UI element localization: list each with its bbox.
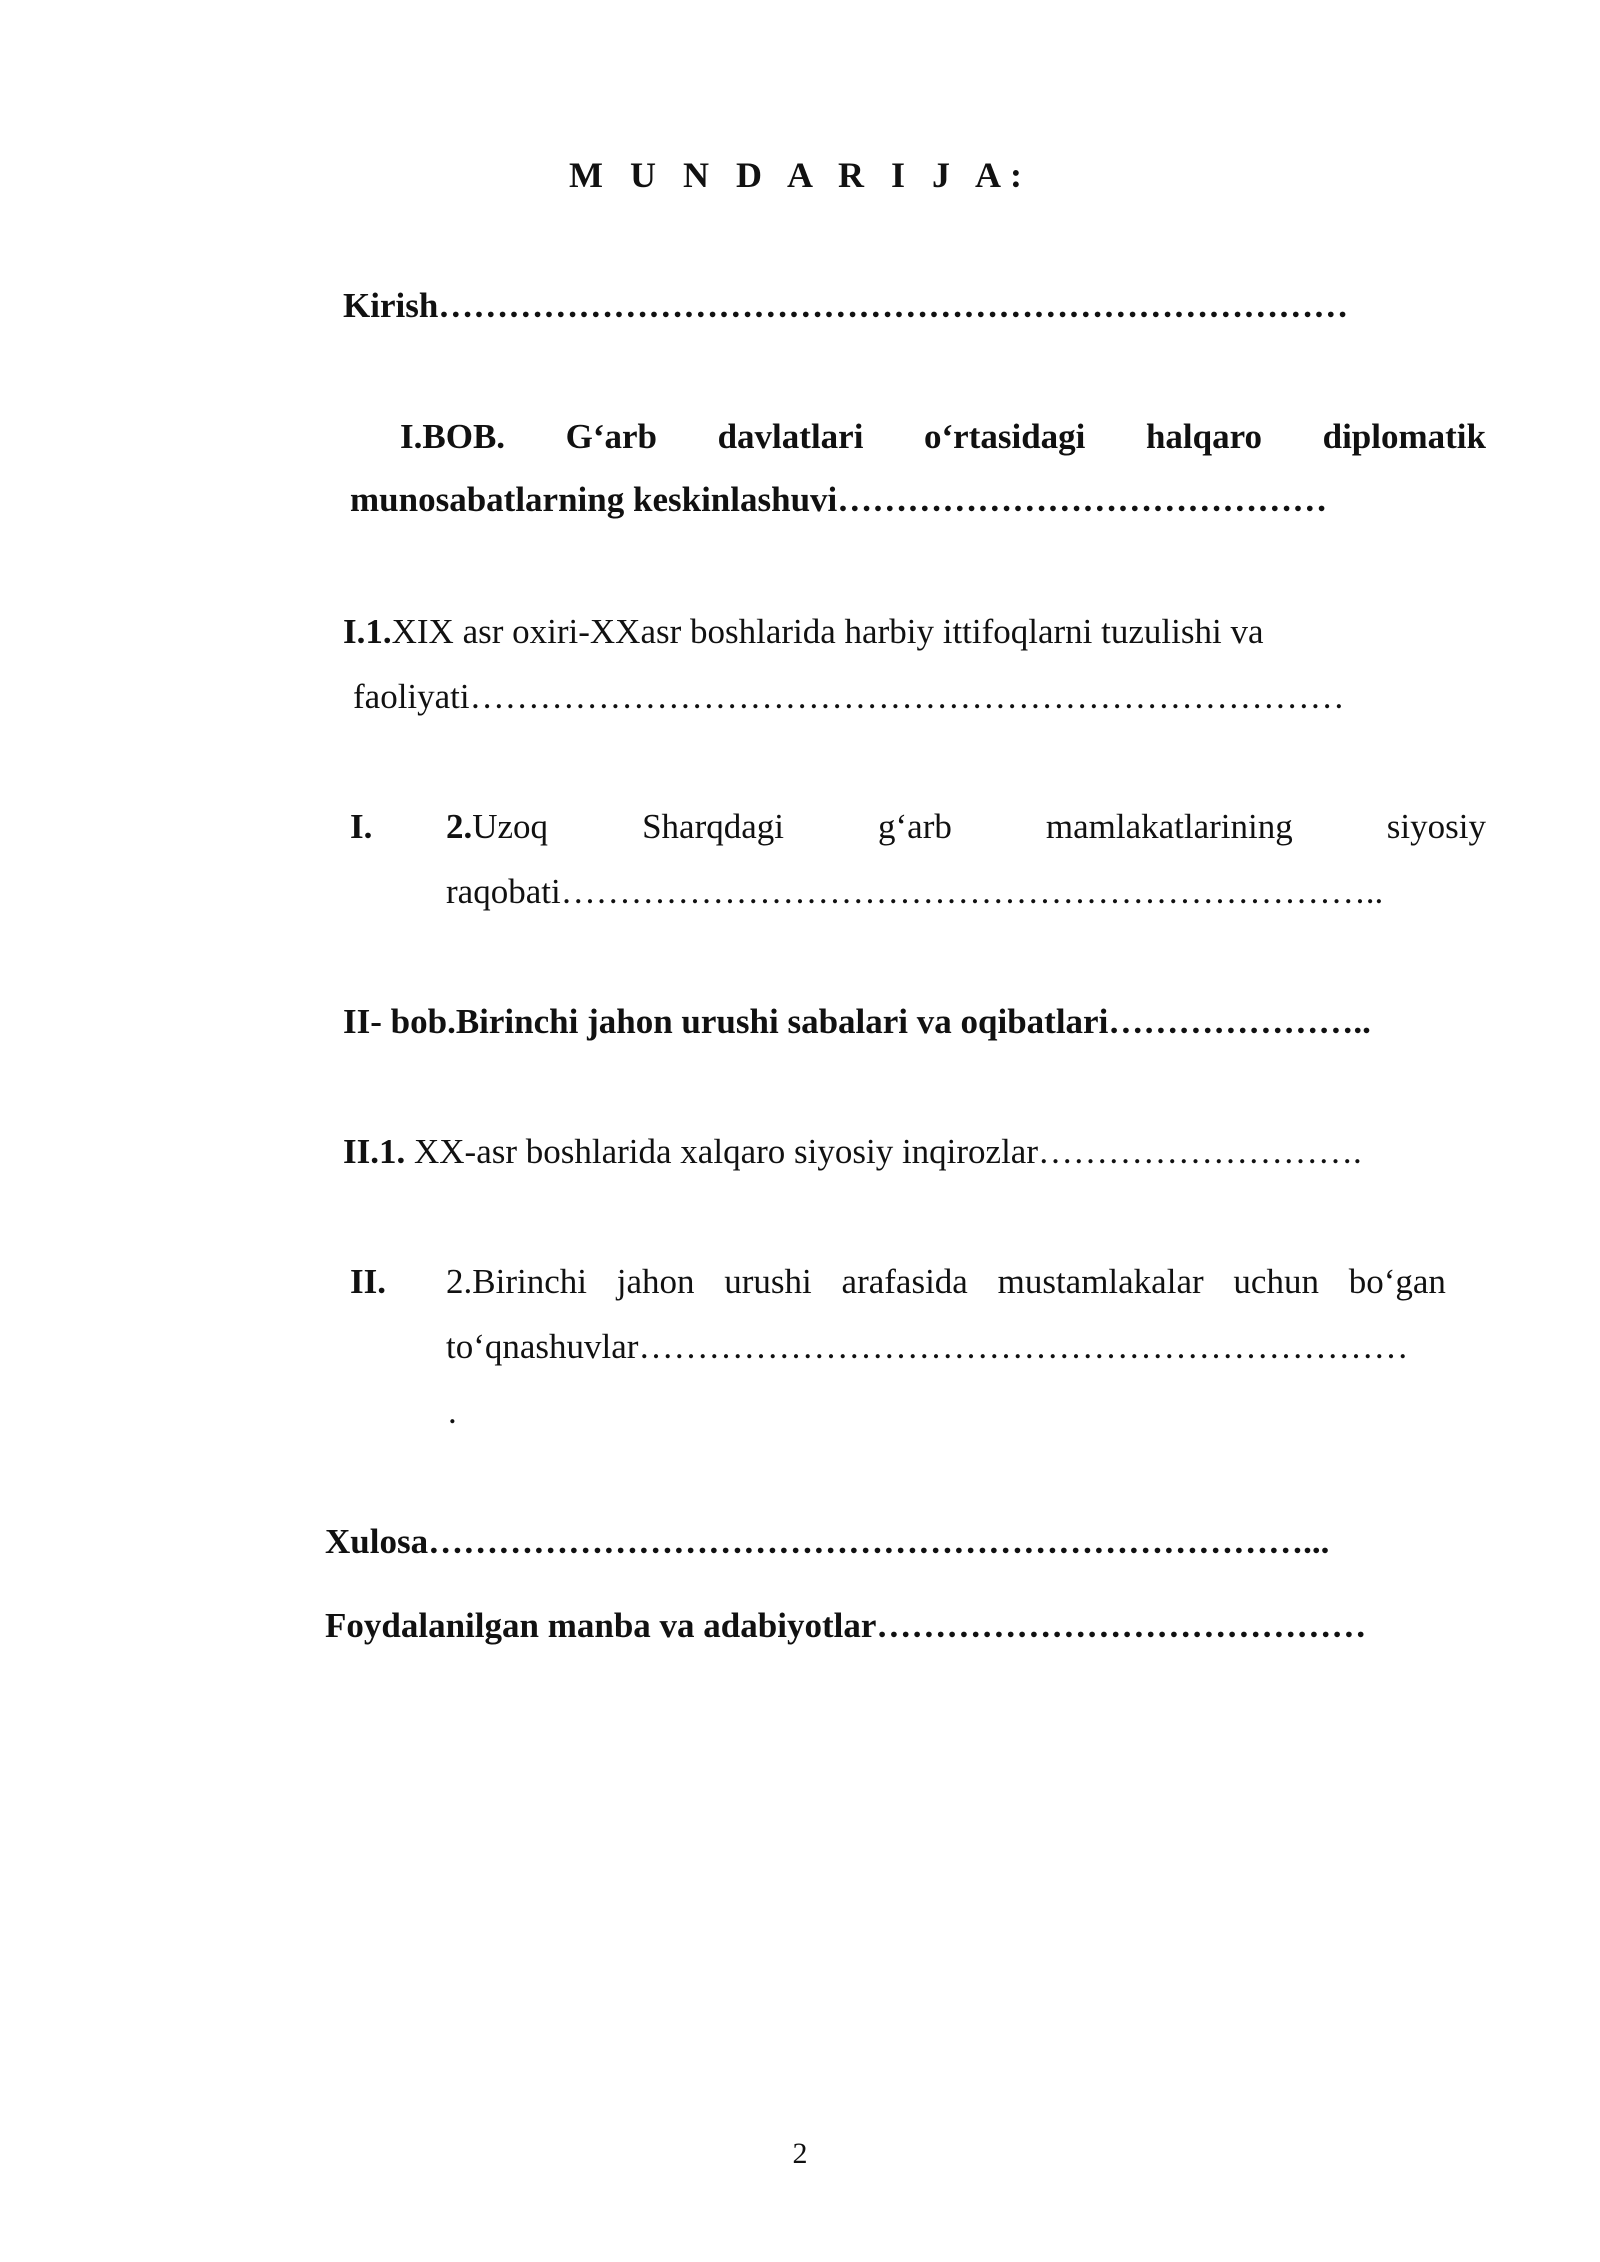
toc-word: jahon xyxy=(616,1262,695,1301)
toc-leader: ………………………………………………………… xyxy=(638,1327,1409,1366)
toc-leader: …………………………………… xyxy=(837,480,1328,519)
toc-word: 2.Birinchi xyxy=(446,1262,587,1301)
toc-word: davlatlari xyxy=(717,417,864,456)
toc-word: mustamlakalar xyxy=(997,1262,1204,1301)
toc-entry-s1-1-line1 xyxy=(343,610,1264,654)
toc-number: 2. xyxy=(446,807,473,846)
toc-word: diplomatik xyxy=(1322,417,1486,456)
toc-label: XIX asr oxiri-XXasr boshlarida harbiy ittifoqlarni tuzulishi va xyxy=(391,612,1264,651)
toc-entry-s1-1-line2 xyxy=(353,675,1345,719)
toc-leader: …………………………………………………………….. xyxy=(560,872,1384,911)
toc-label: faoliyati xyxy=(353,677,470,716)
toc-word: I.BOB. xyxy=(400,417,506,456)
toc-word: bo‘gan xyxy=(1348,1262,1446,1301)
toc-entry-kirish xyxy=(343,284,1348,328)
toc-entry-s2-1 xyxy=(343,1130,1362,1174)
toc-label: XX-asr boshlarida xalqaro siyosiy inqirozlar xyxy=(405,1132,1039,1171)
toc-label: II- bob.Birinchi jahon urushi sabalari va oqibatlari xyxy=(343,1002,1109,1041)
toc-number: II. xyxy=(350,1262,386,1301)
toc-entry-s2-2-line1 xyxy=(446,1260,1446,1304)
toc-word: G‘arb xyxy=(565,417,658,456)
toc-label: munosabatlarning keskinlashuvi xyxy=(350,480,838,519)
toc-entry-xulosa xyxy=(325,1520,1329,1564)
toc-entry-s1-2-line2 xyxy=(446,870,1383,914)
toc-number: I. xyxy=(350,807,373,846)
toc-label: to‘qnashuvlar xyxy=(446,1327,639,1366)
toc-number: I.1. xyxy=(343,612,392,651)
toc-entry-foydalanilgan xyxy=(325,1604,1366,1648)
toc-word: Uzoq xyxy=(472,807,549,846)
toc-word: g‘arb xyxy=(878,807,952,846)
toc-word-group xyxy=(446,805,548,849)
page-title: M U N D A R I J A: xyxy=(568,155,1031,195)
toc-leader: …………………………………… xyxy=(876,1606,1367,1645)
toc-word: siyosiy xyxy=(1386,807,1486,846)
toc-word: Sharqdagi xyxy=(642,807,784,846)
toc-label: Foydalanilgan manba va adabiyotlar xyxy=(325,1606,877,1645)
toc-number: II.1. xyxy=(343,1132,406,1171)
toc-word: mamlakatlarining xyxy=(1045,807,1293,846)
toc-word: urushi xyxy=(724,1262,812,1301)
toc-word: arafasida xyxy=(841,1262,968,1301)
toc-label: raqobati xyxy=(446,872,561,911)
toc-word: uchun xyxy=(1233,1262,1319,1301)
toc-entry-bob1-line1 xyxy=(400,415,1486,459)
toc-leader: …………………………………………………………………… xyxy=(438,286,1349,325)
toc-entry-s2-2-line2 xyxy=(446,1325,1408,1369)
toc-label: Kirish xyxy=(343,286,439,325)
page-number: 2 xyxy=(792,2137,808,2170)
toc-leader: ………………………. xyxy=(1038,1132,1362,1171)
toc-entry-s1-2-line1 xyxy=(446,805,1486,849)
toc-leader: …………………………………………………………………... xyxy=(428,1522,1330,1561)
toc-entry-bob2 xyxy=(343,1000,1371,1044)
toc-entry-bob1-line2 xyxy=(350,478,1327,522)
toc-leader: ………………………………………………………………… xyxy=(469,677,1345,716)
toc-word: o‘rtasidagi xyxy=(924,417,1086,456)
toc-word: halqaro xyxy=(1145,417,1263,456)
toc-leader: ………………….. xyxy=(1108,1002,1371,1041)
toc-label: Xulosa xyxy=(325,1522,429,1561)
toc-entry-s2-2-line3: . xyxy=(448,1392,457,1431)
